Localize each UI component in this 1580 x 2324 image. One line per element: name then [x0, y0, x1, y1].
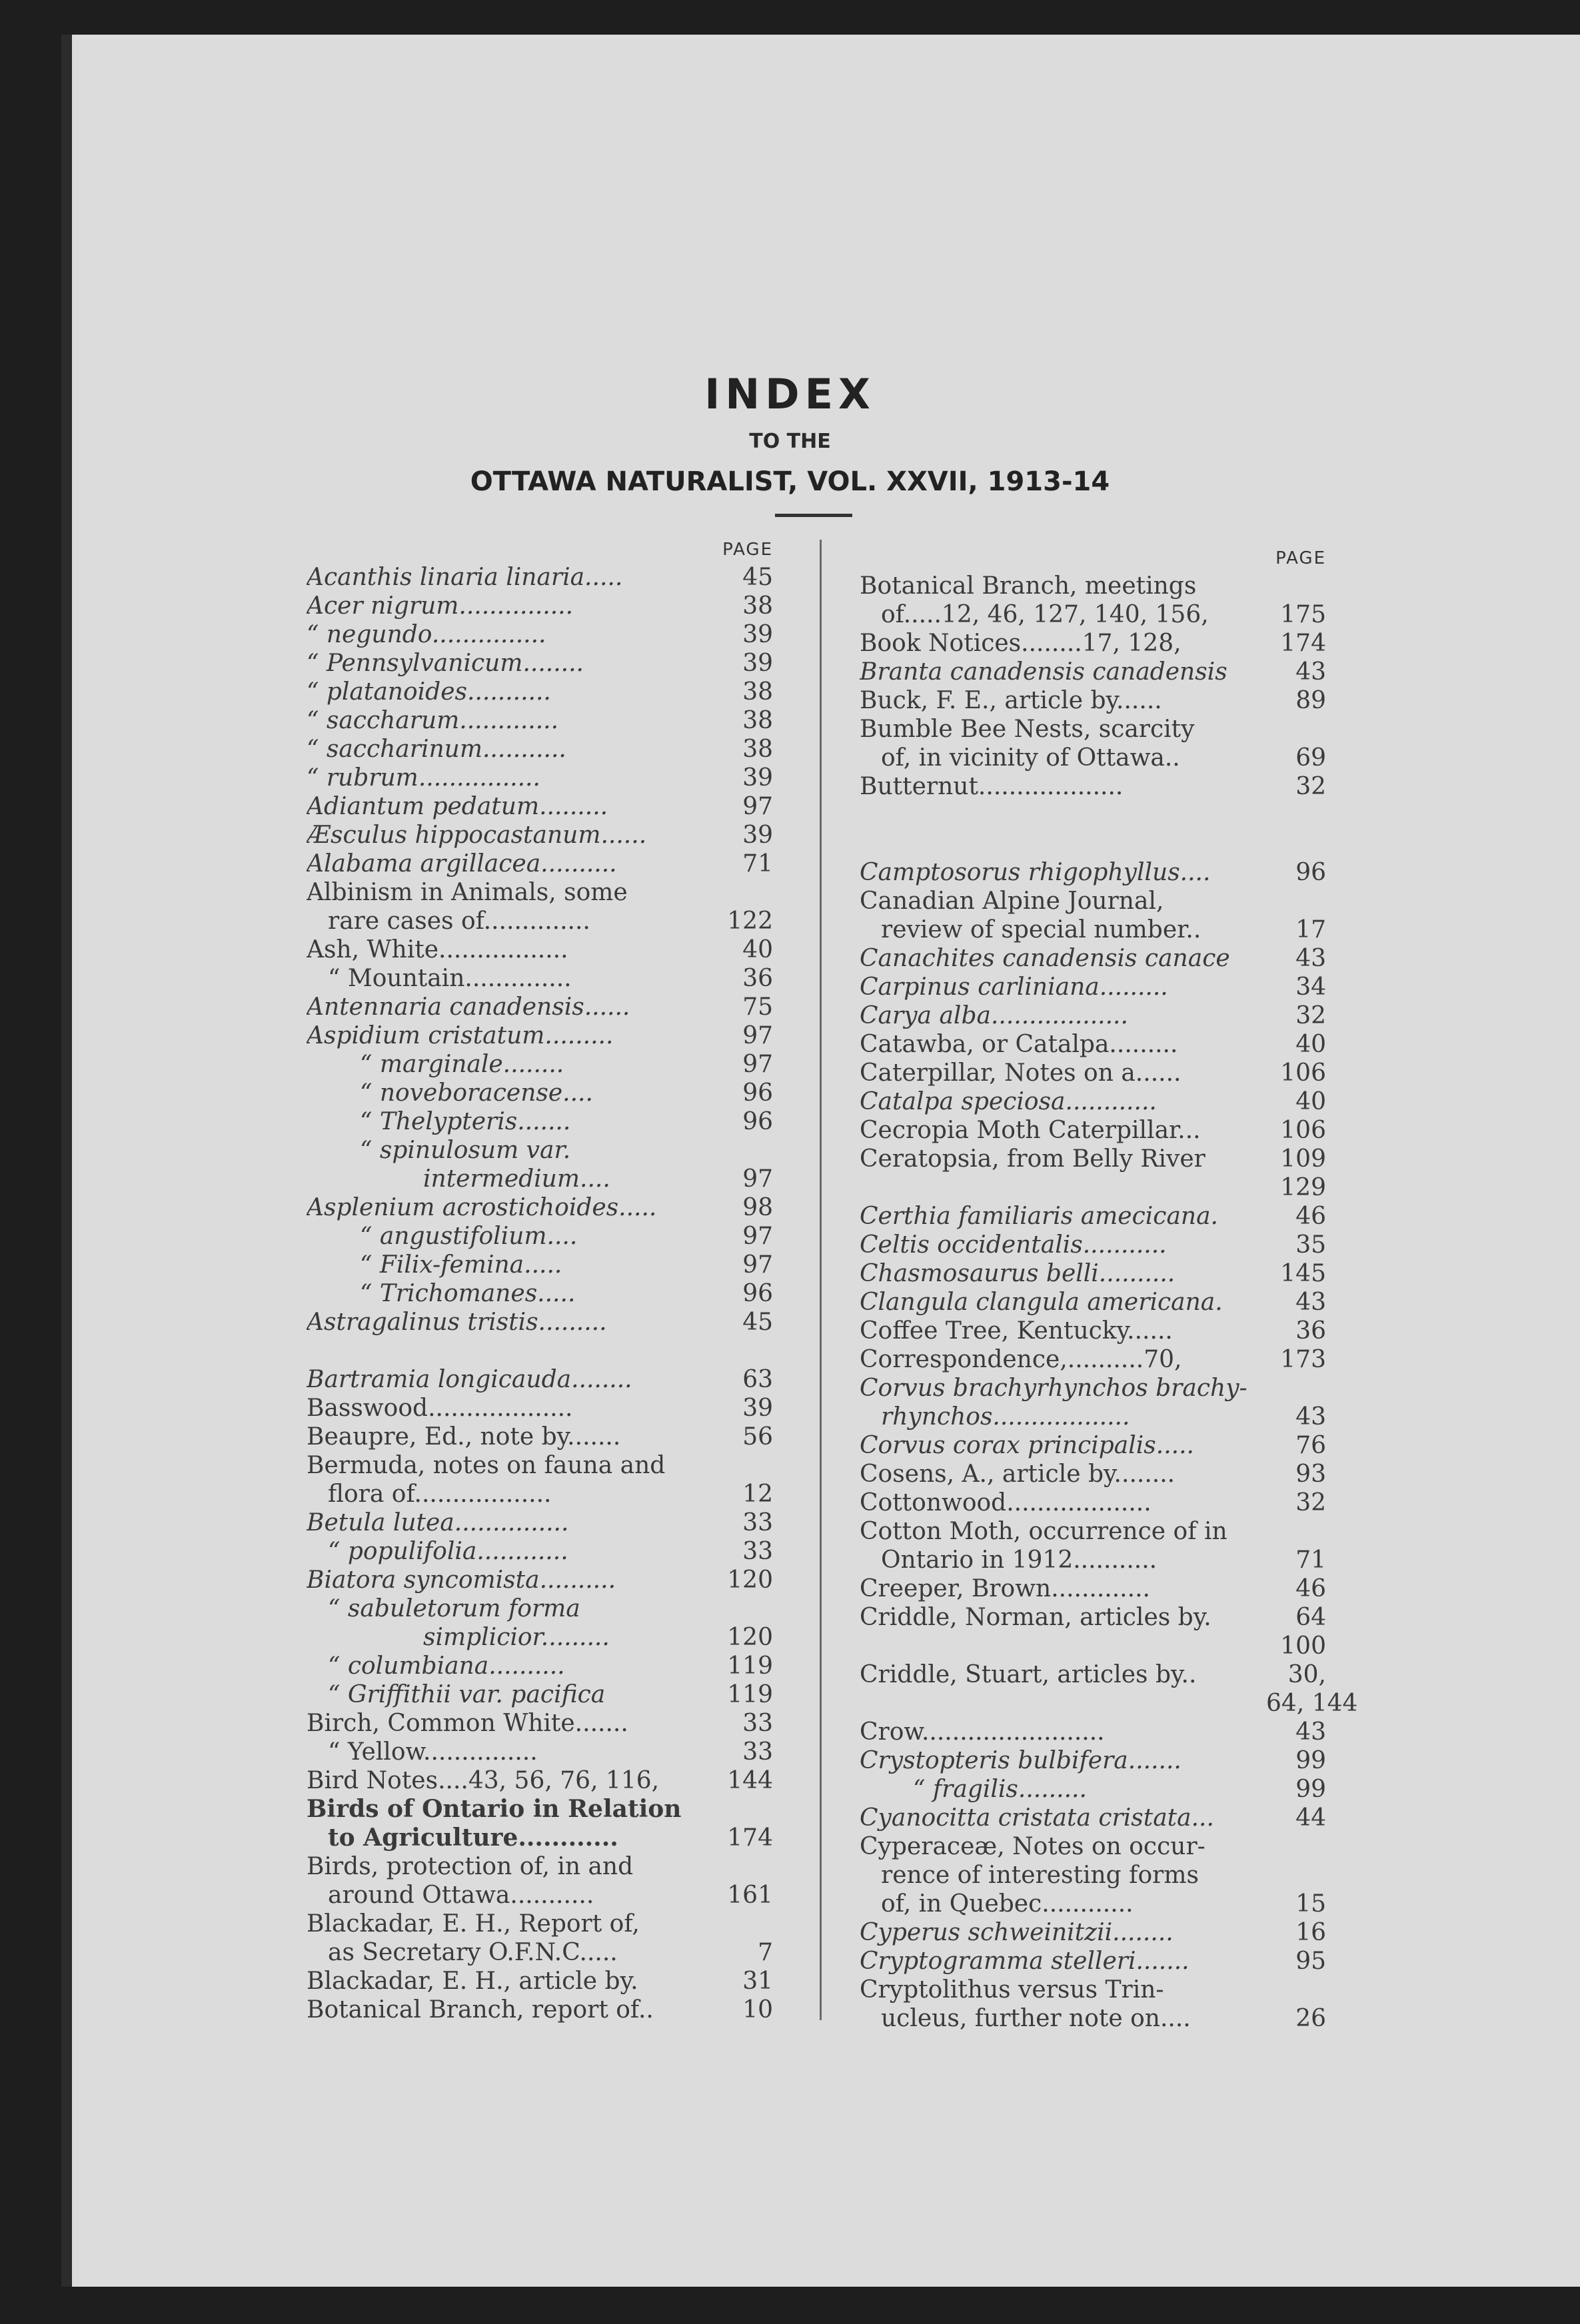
- entry-text: Buck, F. E., article by......: [860, 687, 1162, 714]
- index-entry: [307, 821, 773, 850]
- entry-text: Catawba, or Catalpa.........: [860, 1031, 1178, 1058]
- index-entry: [307, 1795, 773, 1824]
- entry-text: “ Trichomanes.....: [360, 1280, 576, 1307]
- entry-text: “ populifolia............: [328, 1538, 568, 1565]
- entry-text: “ platanoides...........: [307, 678, 551, 706]
- entry-text: Acer nigrum...............: [307, 592, 574, 620]
- index-entry: [307, 1852, 773, 1881]
- entry-text: Beaupre, Ed., note by.......: [307, 1423, 621, 1451]
- entry-page-number: 39: [742, 650, 773, 677]
- index-entry: [307, 649, 773, 678]
- entry-text: Acanthis linaria linaria.....: [307, 564, 623, 591]
- index-entry: [307, 850, 773, 878]
- index-entry: [860, 2004, 1326, 2033]
- entry-page-number: 40: [1295, 1088, 1326, 1115]
- entry-page-number: 175: [1280, 601, 1326, 628]
- entry-page-number: 144: [727, 1767, 773, 1794]
- entry-text: Bird Notes....43, 56, 76, 116,: [307, 1767, 660, 1794]
- index-entry: [307, 1738, 773, 1766]
- entry-page-number: 43: [1295, 1403, 1326, 1431]
- index-entry: [307, 1107, 773, 1136]
- entry-page-number: 43: [1295, 945, 1326, 972]
- entry-text: Astragalinus tristis.........: [307, 1309, 607, 1336]
- entry-page-number: 40: [742, 936, 773, 963]
- entry-text: to Agriculture............: [328, 1824, 618, 1852]
- index-entry: [307, 1680, 773, 1709]
- index-entry: [860, 1718, 1326, 1746]
- entry-text: Crystopteris bulbifera.......: [860, 1747, 1182, 1774]
- entry-page-number: 96: [742, 1079, 773, 1107]
- section-gap: [860, 830, 1326, 858]
- entry-page-number: 33: [742, 1509, 773, 1536]
- index-entry: [860, 1087, 1326, 1116]
- entry-page-number: 71: [1295, 1546, 1326, 1574]
- entry-page-number: 119: [727, 1652, 773, 1680]
- index-entry: [860, 1403, 1326, 1431]
- entry-text: Book Notices........17, 128,: [860, 630, 1182, 657]
- entry-page-number: 174: [1280, 630, 1326, 657]
- entry-text: “ saccharinum...........: [307, 736, 566, 763]
- index-entry: [307, 1766, 773, 1795]
- entry-text: Camptosorus rhigophyllus....: [860, 859, 1211, 886]
- index-entry: [860, 1689, 1358, 1718]
- entry-page-number: 43: [1295, 1289, 1326, 1316]
- index-entry: [307, 1251, 773, 1279]
- entry-page-number: 46: [1295, 1203, 1326, 1230]
- right-page-header: PAGE: [1275, 548, 1326, 568]
- entry-text: Ash, White.................: [307, 936, 568, 963]
- journal-heading: OTTAWA NATURALIST, VOL. XXVII, 1913-14: [470, 466, 1110, 497]
- title-rule: [775, 514, 852, 517]
- index-entry: [860, 944, 1326, 973]
- index-entry: [860, 1746, 1326, 1775]
- entry-page-number: 36: [742, 965, 773, 992]
- entry-page-number: 96: [742, 1280, 773, 1307]
- entry-page-number: 95: [1295, 1948, 1326, 1975]
- entry-page-number: 106: [1280, 1059, 1326, 1087]
- entry-text: “ Filix-femina.....: [360, 1251, 562, 1279]
- index-entry: [860, 1431, 1326, 1460]
- index-entry: [307, 907, 773, 935]
- entry-text: rare cases of..............: [328, 907, 590, 935]
- entry-text: Ceratopsia, from Belly River: [860, 1145, 1205, 1173]
- entry-text: “ columbiana..........: [328, 1652, 565, 1680]
- index-entry: [860, 1317, 1326, 1345]
- entry-page-number: 97: [742, 1051, 773, 1078]
- entry-page-number: 64, 144: [1266, 1690, 1358, 1717]
- entry-text: Cottonwood...................: [860, 1489, 1152, 1516]
- entry-page-number: 89: [1295, 687, 1326, 714]
- index-entry: [307, 1967, 773, 1996]
- index-entry: [860, 629, 1326, 658]
- index-entry: [860, 658, 1326, 686]
- index-entry: [860, 715, 1326, 744]
- entry-text: Bartramia longicauda........: [307, 1366, 632, 1393]
- index-entry: [307, 964, 773, 993]
- index-entry: [860, 1574, 1326, 1603]
- entry-text: “ saccharum.............: [307, 707, 559, 734]
- index-entry: [307, 1537, 773, 1566]
- entry-page-number: 35: [1295, 1231, 1326, 1259]
- entry-page-number: 97: [742, 793, 773, 820]
- entry-page-number: 39: [742, 822, 773, 849]
- index-entry: [860, 1001, 1326, 1030]
- entry-text: Cotton Moth, occurrence of in: [860, 1518, 1227, 1545]
- index-entry: [860, 1173, 1326, 1202]
- index-entry: [307, 1652, 773, 1680]
- entry-page-number: 96: [742, 1108, 773, 1135]
- entry-page-number: 39: [742, 621, 773, 648]
- index-entry: [860, 1832, 1326, 1861]
- index-entry: [860, 1145, 1326, 1173]
- entry-text: “ Griffithii var. pacifica: [328, 1681, 606, 1708]
- entry-page-number: 15: [1295, 1890, 1326, 1918]
- left-page-header: PAGE: [722, 540, 773, 560]
- index-entry: [307, 1566, 773, 1594]
- index-entry: [860, 772, 1326, 801]
- entry-text: Butternut...................: [860, 773, 1124, 800]
- entry-text: Criddle, Norman, articles by.: [860, 1604, 1211, 1631]
- index-entry: [307, 1881, 773, 1910]
- entry-page-number: 32: [1295, 773, 1326, 800]
- entry-page-number: 16: [1295, 1919, 1326, 1946]
- entry-page-number: 97: [742, 1223, 773, 1250]
- index-entry: [860, 973, 1326, 1001]
- entry-text: Birch, Common White.......: [307, 1710, 628, 1737]
- entry-page-number: 122: [727, 907, 773, 935]
- index-entry: [860, 1116, 1326, 1145]
- entry-page-number: 46: [1295, 1575, 1326, 1602]
- entry-page-number: 129: [1280, 1174, 1326, 1201]
- entry-page-number: 93: [1295, 1460, 1326, 1488]
- index-entry: [860, 1374, 1326, 1403]
- entry-text: Clangula clangula americana.: [860, 1289, 1223, 1316]
- index-entry: [860, 1603, 1326, 1632]
- entry-page-number: 33: [742, 1738, 773, 1766]
- entry-text: Cyperus schweinitzii........: [860, 1919, 1174, 1946]
- entry-text: of, in vicinity of Ottawa..: [881, 744, 1180, 772]
- entry-text: “ marginale........: [360, 1051, 564, 1078]
- index-entry: [860, 600, 1326, 629]
- entry-text: “ fragilis.........: [913, 1776, 1087, 1803]
- left-index-column: [307, 536, 773, 2024]
- entry-text: Cecropia Moth Caterpillar...: [860, 1117, 1201, 1144]
- entry-text: “ Yellow...............: [328, 1738, 538, 1766]
- entry-page-number: 10: [742, 1996, 773, 2024]
- entry-text: Criddle, Stuart, articles by..: [860, 1661, 1197, 1688]
- entry-page-number: 120: [727, 1566, 773, 1594]
- index-entry: [307, 1451, 773, 1480]
- entry-page-number: 45: [742, 564, 773, 591]
- entry-text: Canachites canadensis canace: [860, 945, 1230, 972]
- entry-page-number: 7: [758, 1939, 773, 1966]
- entry-page-number: 38: [742, 678, 773, 706]
- entry-page-number: 44: [1295, 1804, 1326, 1832]
- entry-page-number: 97: [742, 1165, 773, 1193]
- entry-page-number: 145: [1280, 1260, 1326, 1287]
- index-entry: [860, 1460, 1326, 1488]
- entry-page-number: 96: [1295, 859, 1326, 886]
- entry-text: “ Pennsylvanicum........: [307, 650, 584, 677]
- entry-page-number: 119: [727, 1681, 773, 1708]
- entry-text: Asplenium acrostichoides.....: [307, 1194, 657, 1221]
- entry-page-number: 17: [1295, 916, 1326, 943]
- index-entry: [860, 686, 1326, 715]
- index-entry: [307, 1165, 773, 1193]
- entry-text: Blackadar, E. H., Report of,: [307, 1910, 640, 1938]
- entry-page-number: 56: [742, 1423, 773, 1451]
- entry-page-number: 36: [1295, 1317, 1326, 1345]
- index-entry: [307, 1365, 773, 1394]
- entry-page-number: 63: [742, 1366, 773, 1393]
- index-title: INDEX: [704, 370, 876, 418]
- entry-page-number: 43: [1295, 1718, 1326, 1746]
- entry-text: Corvus brachyrhynchos brachy-: [860, 1375, 1247, 1402]
- entry-text: Carpinus carliniana.........: [860, 973, 1168, 1001]
- entry-text: Crow........................: [860, 1718, 1105, 1746]
- entry-text: ucleus, further note on....: [881, 2005, 1191, 2032]
- index-entry: [307, 1079, 773, 1107]
- entry-page-number: 39: [742, 764, 773, 792]
- entry-page-number: 32: [1295, 1489, 1326, 1516]
- index-entry: [307, 1480, 773, 1508]
- index-entry: [307, 878, 773, 907]
- index-entry: [307, 1508, 773, 1537]
- entry-text: Adiantum pedatum.........: [307, 793, 608, 820]
- entry-page-number: 75: [742, 993, 773, 1021]
- index-entry: [307, 1222, 773, 1251]
- entry-text: Carya alba..................: [860, 1002, 1128, 1029]
- entry-text: Cyperaceæ, Notes on occur-: [860, 1833, 1205, 1860]
- entry-text: rence of interesting forms: [881, 1862, 1199, 1889]
- index-entry: [307, 1938, 773, 1967]
- entry-text: “ sabuletorum forma: [328, 1595, 580, 1622]
- entry-text: Ontario in 1912...........: [881, 1546, 1158, 1574]
- entry-text: Cryptogramma stelleri.......: [860, 1948, 1189, 1975]
- entry-page-number: 97: [742, 1251, 773, 1279]
- entry-text: Birds of Ontario in Relation: [307, 1795, 682, 1823]
- index-entry: [307, 1623, 773, 1652]
- entry-text: Certhia familiaris amecicana.: [860, 1203, 1218, 1230]
- entry-text: intermedium....: [423, 1165, 610, 1193]
- entry-page-number: 109: [1280, 1145, 1326, 1173]
- entry-page-number: 32: [1295, 1002, 1326, 1029]
- index-entry: [860, 1488, 1326, 1517]
- index-entry: [860, 1345, 1326, 1374]
- entry-text: Aspidium cristatum.........: [307, 1022, 614, 1049]
- entry-page-number: 26: [1295, 2005, 1326, 2032]
- entry-text: of, in Quebec............: [881, 1890, 1134, 1918]
- entry-page-number: 97: [742, 1022, 773, 1049]
- index-entry: [307, 1394, 773, 1423]
- index-entry: [307, 706, 773, 735]
- entry-page-number: 31: [742, 1968, 773, 1995]
- entry-text: Bumble Bee Nests, scarcity: [860, 716, 1195, 743]
- index-entry: [307, 1136, 773, 1165]
- right-index-column: [860, 545, 1358, 2033]
- index-entry: [860, 1546, 1326, 1574]
- entry-page-number: 33: [742, 1710, 773, 1737]
- section-gap: [860, 801, 1326, 830]
- index-entry: [860, 887, 1326, 915]
- entry-text: “ angustifolium....: [360, 1223, 578, 1250]
- index-entry: [860, 1632, 1326, 1660]
- index-entry: [307, 1594, 773, 1623]
- section-gap: [307, 1337, 773, 1365]
- entry-text: of.....12, 46, 127, 140, 156,: [881, 601, 1209, 628]
- entry-text: “ Thelypteris.......: [360, 1108, 571, 1135]
- index-entry: [307, 620, 773, 649]
- entry-text: “ noveboracense....: [360, 1079, 593, 1107]
- entry-page-number: 71: [742, 850, 773, 877]
- index-entry: [307, 563, 773, 592]
- index-entry: [307, 1423, 773, 1451]
- index-entry: [307, 735, 773, 764]
- entry-page-number: 98: [742, 1194, 773, 1221]
- entry-page-number: 12: [742, 1480, 773, 1508]
- entry-page-number: 39: [742, 1395, 773, 1422]
- index-entry: [860, 915, 1326, 944]
- entry-text: Canadian Alpine Journal,: [860, 887, 1164, 915]
- entry-text: Cosens, A., article by........: [860, 1460, 1176, 1488]
- entry-text: “ spinulosum var.: [360, 1137, 571, 1164]
- index-entry: [860, 1231, 1326, 1259]
- index-entry: [307, 1193, 773, 1222]
- entry-text: flora of..................: [328, 1480, 552, 1508]
- entry-page-number: 100: [1280, 1632, 1326, 1660]
- index-entry: [860, 1059, 1326, 1087]
- entry-page-number: 69: [1295, 744, 1326, 772]
- index-entry: [307, 1021, 773, 1050]
- entry-page-number: 30,: [1287, 1661, 1326, 1688]
- index-entry: [307, 764, 773, 792]
- entry-text: Birds, protection of, in and: [307, 1853, 634, 1880]
- entry-page-number: 173: [1280, 1346, 1326, 1373]
- index-entry: [307, 935, 773, 964]
- entry-text: Botanical Branch, meetings: [860, 572, 1197, 600]
- entry-text: Correspondence,..........70,: [860, 1346, 1182, 1373]
- entry-text: review of special number..: [881, 916, 1201, 943]
- entry-page-number: 34: [1295, 973, 1326, 1001]
- entry-text: “ negundo...............: [307, 621, 546, 648]
- index-entry: [307, 592, 773, 620]
- index-entry: [307, 1824, 773, 1852]
- index-entry: [860, 1976, 1326, 2004]
- index-entry: [307, 1709, 773, 1738]
- entry-page-number: 76: [1295, 1432, 1326, 1459]
- entry-page-number: 99: [1295, 1747, 1326, 1774]
- entry-text: “ rubrum................: [307, 764, 540, 792]
- entry-text: simplicior.........: [423, 1624, 610, 1651]
- index-entry: [860, 1890, 1326, 1918]
- index-entry: [307, 1308, 773, 1337]
- index-entry: [307, 993, 773, 1021]
- entry-page-number: 64: [1295, 1604, 1326, 1631]
- entry-text: Blackadar, E. H., article by.: [307, 1968, 638, 1995]
- entry-page-number: 106: [1280, 1117, 1326, 1144]
- entry-page-number: 38: [742, 736, 773, 763]
- entry-text: “ Mountain..............: [328, 965, 572, 992]
- entry-text: Antennaria canadensis......: [307, 993, 630, 1021]
- entry-text: rhynchos..................: [881, 1403, 1130, 1431]
- index-entry: [860, 1030, 1326, 1059]
- entry-text: Branta canadensis canadensis: [860, 658, 1227, 686]
- entry-text: Biatora syncomista..........: [307, 1566, 616, 1594]
- index-subtitle: TO THE: [749, 430, 831, 453]
- entry-page-number: 38: [742, 707, 773, 734]
- entry-text: Alabama argillacea..........: [307, 850, 617, 877]
- entry-page-number: 45: [742, 1309, 773, 1336]
- index-entry: [860, 572, 1326, 600]
- entry-page-number: 33: [742, 1538, 773, 1565]
- entry-page-number: 40: [1295, 1031, 1326, 1058]
- index-entry: [860, 1775, 1326, 1804]
- index-entry: [860, 858, 1326, 887]
- entry-text: Æsculus hippocastanum......: [307, 822, 647, 849]
- index-entry: [860, 1517, 1326, 1546]
- entry-page-number: 161: [727, 1882, 773, 1909]
- index-entry: [860, 1918, 1326, 1947]
- entry-text: Catalpa speciosa............: [860, 1088, 1157, 1115]
- index-entry: [860, 1861, 1326, 1890]
- index-entry: [860, 1259, 1326, 1288]
- entry-text: Chasmosaurus belli..........: [860, 1260, 1176, 1287]
- index-entry: [307, 1996, 773, 2024]
- entry-text: Cyanocitta cristata cristata...: [860, 1804, 1214, 1832]
- entry-text: Celtis occidentalis...........: [860, 1231, 1167, 1259]
- entry-text: Caterpillar, Notes on a......: [860, 1059, 1182, 1087]
- entry-text: Betula lutea...............: [307, 1509, 569, 1536]
- entry-text: Albinism in Animals, some: [307, 879, 628, 906]
- entry-page-number: 43: [1295, 658, 1326, 686]
- index-entry: [307, 1279, 773, 1308]
- entry-text: Botanical Branch, report of..: [307, 1996, 654, 2024]
- index-entry: [860, 1947, 1326, 1976]
- index-entry: [860, 1660, 1326, 1689]
- entry-page-number: 99: [1295, 1776, 1326, 1803]
- entry-text: Cryptolithus versus Trin-: [860, 1976, 1164, 2004]
- index-entry: [860, 1288, 1326, 1317]
- index-entry: [307, 1050, 773, 1079]
- entry-text: Coffee Tree, Kentucky......: [860, 1317, 1173, 1345]
- index-entry: [860, 1804, 1326, 1832]
- entry-text: Basswood...................: [307, 1395, 573, 1422]
- entry-text: Corvus corax principalis.....: [860, 1432, 1194, 1459]
- entry-page-number: 38: [742, 592, 773, 620]
- index-entry: [307, 1910, 773, 1938]
- index-entry: [860, 1202, 1326, 1231]
- entry-text: around Ottawa...........: [328, 1882, 594, 1909]
- index-entry: [860, 744, 1326, 772]
- entry-text: Bermuda, notes on fauna and: [307, 1452, 666, 1479]
- index-entry: [307, 792, 773, 821]
- index-entry: [307, 678, 773, 706]
- entry-page-number: 174: [727, 1824, 773, 1852]
- entry-text: Creeper, Brown.............: [860, 1575, 1150, 1602]
- column-divider: [820, 540, 822, 2020]
- entry-text: as Secretary O.F.N.C.....: [328, 1939, 618, 1966]
- entry-page-number: 120: [727, 1624, 773, 1651]
